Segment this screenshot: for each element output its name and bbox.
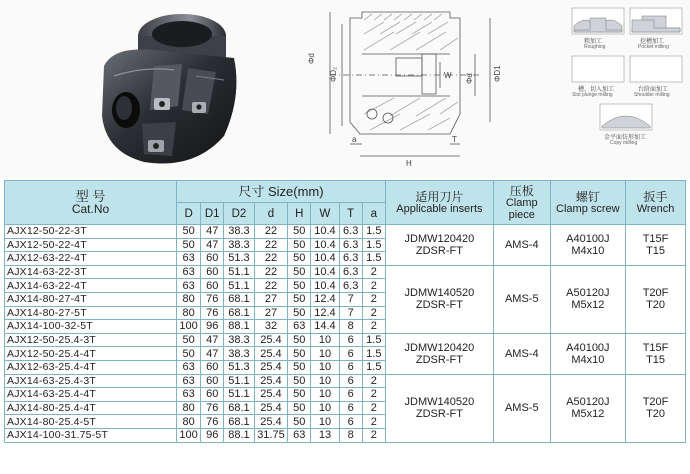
cell-D2: 88.1 <box>224 428 254 442</box>
cell-wrench-line2: T15 <box>646 244 666 257</box>
cell-d: 25.4 <box>254 388 288 402</box>
method-pocket-cn: 挖槽加工 <box>640 39 665 45</box>
cross-section-drawing <box>300 4 550 172</box>
method-roughing-cn: 粗加工 <box>584 39 603 45</box>
cell-D1: 76 <box>201 415 224 429</box>
cell-D: 80 <box>177 306 201 320</box>
cell-D: 80 <box>177 292 201 306</box>
cell-W: 12.4 <box>311 306 339 320</box>
cell-a: 1.5 <box>362 225 385 239</box>
cell-catno: AJX14-63-22-3T <box>5 265 177 279</box>
cell-H: 50 <box>288 333 311 347</box>
label-phi-d-small: Φd <box>465 73 474 84</box>
cell-catno: AJX14-80-27-5T <box>5 306 177 320</box>
cell-wrench-line1: T15F <box>642 341 669 354</box>
cell-D2: 88.1 <box>224 320 254 334</box>
cell-wrench <box>626 225 686 266</box>
method-roughing-en: Roughing <box>584 44 606 50</box>
cell-T: 6.3 <box>339 265 362 279</box>
cell-H: 50 <box>288 415 311 429</box>
cell-H: 63 <box>288 320 311 334</box>
header-wrench-cn: 扳手 <box>643 189 668 204</box>
cell-T: 6 <box>339 360 362 374</box>
cell-T: 6 <box>339 415 362 429</box>
cell-D: 50 <box>177 347 201 361</box>
header-catno <box>5 181 177 225</box>
cell-D: 50 <box>177 238 201 252</box>
cutter-photo <box>84 6 244 172</box>
cell-insert <box>385 225 493 266</box>
label-phi-d2: ΦD₂ <box>329 66 338 82</box>
cell-insert <box>385 265 493 333</box>
cell-d: 25.4 <box>254 415 288 429</box>
cell-clamp-piece-line1: AMS-4 <box>504 347 539 360</box>
cell-a: 2 <box>362 415 385 429</box>
cell-D2: 68.1 <box>224 401 254 415</box>
label-w: W <box>444 71 452 80</box>
cell-D2: 51.1 <box>224 279 254 293</box>
label-h: H <box>406 159 412 168</box>
cell-W: 10.4 <box>311 238 339 252</box>
cell-catno: AJX14-80-25.4-5T <box>5 415 177 429</box>
cell-D2: 51.1 <box>224 265 254 279</box>
cell-clamp-screw <box>550 225 626 266</box>
cell-d: 22 <box>254 279 288 293</box>
cell-D: 63 <box>177 388 201 402</box>
cell-W: 10 <box>311 401 339 415</box>
cell-H: 50 <box>288 360 311 374</box>
header-inserts <box>385 181 493 225</box>
method-shoulder-en: Shoulder milling <box>634 92 670 98</box>
cell-clamp-screw-line1: A40100J <box>566 232 610 245</box>
cell-insert-line2: ZDSR-FT <box>415 353 463 366</box>
cell-d: 25.4 <box>254 333 288 347</box>
cell-D: 50 <box>177 225 201 239</box>
header-col-D: D <box>177 203 201 225</box>
cell-catno: AJX12-50-22-4T <box>5 238 177 252</box>
cell-wrench <box>626 265 686 333</box>
header-col-D2: D2 <box>224 203 254 225</box>
table-row <box>5 333 686 347</box>
cell-W: 10 <box>311 333 339 347</box>
cell-d: 22 <box>254 238 288 252</box>
cell-T: 8 <box>339 428 362 442</box>
label-phi-d1: ΦD1 <box>493 65 502 82</box>
cell-catno: AJX14-63-25.4-3T <box>5 374 177 388</box>
cell-D1: 47 <box>201 225 224 239</box>
cell-H: 50 <box>288 306 311 320</box>
cell-D: 63 <box>177 252 201 266</box>
cell-D1: 60 <box>201 252 224 266</box>
cell-T: 6.3 <box>339 238 362 252</box>
cell-D1: 60 <box>201 388 224 402</box>
cell-D: 63 <box>177 374 201 388</box>
cell-a: 2 <box>362 279 385 293</box>
cell-insert-line2: ZDSR-FT <box>415 299 463 312</box>
cell-insert-line2: ZDSR-FT <box>415 244 463 257</box>
cell-H: 50 <box>288 292 311 306</box>
cell-W: 10 <box>311 374 339 388</box>
cell-W: 14.4 <box>311 320 339 334</box>
cell-D2: 68.1 <box>224 306 254 320</box>
header-col-d: d <box>254 203 288 225</box>
table-header-row <box>5 181 686 203</box>
method-copy-en: Copy milling <box>610 140 638 146</box>
cell-catno: AJX12-63-25.4-4T <box>5 360 177 374</box>
header-clamp-piece-en: Clamp piece <box>505 196 538 221</box>
cell-D2: 68.1 <box>224 292 254 306</box>
header-inserts-en: Applicable inserts <box>396 202 483 215</box>
cell-insert-line1: JDMW140520 <box>404 287 475 300</box>
spec-table <box>4 180 686 443</box>
cell-W: 13 <box>311 428 339 442</box>
table-body <box>5 225 686 443</box>
method-slot-en: Slot plunge milling <box>572 92 613 98</box>
cell-W: 10 <box>311 415 339 429</box>
cell-D2: 38.3 <box>224 347 254 361</box>
cell-H: 50 <box>288 252 311 266</box>
cell-T: 6.3 <box>339 225 362 239</box>
cell-D1: 47 <box>201 238 224 252</box>
cell-a: 2 <box>362 428 385 442</box>
cell-D1: 47 <box>201 333 224 347</box>
cell-H: 50 <box>288 238 311 252</box>
cell-W: 10 <box>311 388 339 402</box>
method-pocket-en: Pocket milling <box>638 44 669 50</box>
cell-catno: AJX14-80-27-4T <box>5 292 177 306</box>
cell-wrench-line2: T15 <box>646 353 666 366</box>
cell-a: 2 <box>362 388 385 402</box>
cell-wrench-line2: T20 <box>646 408 666 421</box>
cell-d: 25.4 <box>254 347 288 361</box>
cell-catno: AJX14-63-22-4T <box>5 279 177 293</box>
cell-insert-line1: JDMW120420 <box>404 232 475 245</box>
header-catno-cn: 型 号 <box>75 188 106 204</box>
illustration-area <box>0 0 690 178</box>
header-catno-en: Cat.No <box>71 201 110 216</box>
label-phi-d: Φd <box>307 53 316 64</box>
cell-H: 63 <box>288 428 311 442</box>
cell-insert-line1: JDMW140520 <box>404 396 475 409</box>
cell-D1: 60 <box>201 374 224 388</box>
cell-wrench-line2: T20 <box>646 299 666 312</box>
cell-d: 27 <box>254 306 288 320</box>
cell-insert-line1: JDMW120420 <box>404 341 475 354</box>
cell-a: 2 <box>362 401 385 415</box>
cell-a: 2 <box>362 306 385 320</box>
cell-clamp-screw-line1: A50120J <box>566 396 610 409</box>
label-t: T <box>452 135 457 144</box>
cell-D2: 51.1 <box>224 388 254 402</box>
method-slot-cn: 槽、切入加工 <box>578 87 615 93</box>
cell-W: 10.4 <box>311 252 339 266</box>
cell-D: 50 <box>177 333 201 347</box>
cell-T: 6.3 <box>339 279 362 293</box>
cell-T: 6.3 <box>339 252 362 266</box>
cell-T: 7 <box>339 306 362 320</box>
cell-D: 80 <box>177 415 201 429</box>
cell-D1: 60 <box>201 279 224 293</box>
cell-clamp-screw-line1: A50120J <box>566 287 610 300</box>
cell-wrench <box>626 333 686 374</box>
cell-clamp-piece <box>493 333 550 374</box>
cell-H: 50 <box>288 388 311 402</box>
method-copy-cn: 金平面仿形加工 <box>604 135 647 141</box>
cell-clamp-piece <box>493 225 550 266</box>
cell-clamp-piece-line1: AMS-5 <box>504 402 539 415</box>
cell-clamp-screw-line2: M4x10 <box>571 353 605 366</box>
cell-H: 50 <box>288 374 311 388</box>
cell-T: 6 <box>339 388 362 402</box>
cell-a: 1.5 <box>362 238 385 252</box>
cell-d: 25.4 <box>254 374 288 388</box>
cell-d: 22 <box>254 265 288 279</box>
cell-clamp-piece <box>493 374 550 442</box>
cell-clamp-piece-line1: AMS-4 <box>504 238 539 251</box>
cell-catno: AJX12-50-25.4-4T <box>5 347 177 361</box>
cell-D1: 60 <box>201 360 224 374</box>
header-clamp-screw <box>550 181 626 225</box>
header-col-W: W <box>311 203 339 225</box>
cell-D1: 96 <box>201 428 224 442</box>
header-col-D1: D1 <box>201 203 224 225</box>
milling-methods-panel <box>570 6 686 174</box>
header-clamp-screw-cn: 螺钉 <box>575 189 600 204</box>
cell-clamp-screw-line2: M4x10 <box>571 244 605 257</box>
cell-D1: 96 <box>201 320 224 334</box>
cell-D2: 51.3 <box>224 360 254 374</box>
cell-D2: 68.1 <box>224 415 254 429</box>
cell-H: 50 <box>288 401 311 415</box>
cell-clamp-screw-line2: M5x12 <box>571 408 605 421</box>
cell-D: 63 <box>177 360 201 374</box>
cell-clamp-screw-line2: M5x12 <box>571 299 605 312</box>
cell-D1: 76 <box>201 306 224 320</box>
cell-D1: 76 <box>201 292 224 306</box>
header-col-a: a <box>362 203 385 225</box>
cell-catno: AJX12-50-22-3T <box>5 225 177 239</box>
cell-W: 10.4 <box>311 279 339 293</box>
cell-T: 6 <box>339 374 362 388</box>
cell-clamp-piece <box>493 265 550 333</box>
cell-D2: 38.3 <box>224 225 254 239</box>
cell-D2: 51.3 <box>224 252 254 266</box>
cell-insert-line2: ZDSR-FT <box>415 408 463 421</box>
table-row <box>5 225 686 239</box>
cell-d: 27 <box>254 292 288 306</box>
header-clamp-screw-en: Clamp screw <box>556 202 620 215</box>
cell-d: 25.4 <box>254 401 288 415</box>
cell-H: 50 <box>288 225 311 239</box>
cell-catno: AJX14-63-25.4-4T <box>5 388 177 402</box>
cell-a: 2 <box>362 265 385 279</box>
cell-D1: 47 <box>201 347 224 361</box>
cell-H: 50 <box>288 265 311 279</box>
label-a: a <box>352 135 357 144</box>
cell-wrench-line1: T20F <box>642 287 669 300</box>
cell-a: 1.5 <box>362 360 385 374</box>
header-wrench <box>626 181 686 225</box>
method-shoulder-cn: 台阶面加工 <box>638 87 669 93</box>
cell-d: 25.4 <box>254 360 288 374</box>
cell-insert <box>385 374 493 442</box>
cell-catno: AJX14-80-25.4-4T <box>5 401 177 415</box>
table-row <box>5 265 686 279</box>
cell-d: 32 <box>254 320 288 334</box>
cell-D1: 60 <box>201 265 224 279</box>
cell-a: 1.5 <box>362 252 385 266</box>
cell-a: 2 <box>362 374 385 388</box>
cell-a: 2 <box>362 292 385 306</box>
header-inserts-cn: 适用刀片 <box>415 189 464 204</box>
cell-D2: 51.1 <box>224 374 254 388</box>
cell-W: 10 <box>311 347 339 361</box>
cell-clamp-screw <box>550 374 626 442</box>
table-row <box>5 374 686 388</box>
cell-insert <box>385 333 493 374</box>
cell-clamp-screw-line1: A40100J <box>566 341 610 354</box>
cell-H: 50 <box>288 279 311 293</box>
header-col-T: T <box>339 203 362 225</box>
cell-W: 12.4 <box>311 292 339 306</box>
header-clamp-piece-cn: 压板 <box>509 183 534 198</box>
cell-D: 80 <box>177 401 201 415</box>
cell-T: 6 <box>339 401 362 415</box>
cell-W: 10.4 <box>311 265 339 279</box>
header-col-H: H <box>288 203 311 225</box>
cell-a: 1.5 <box>362 333 385 347</box>
cell-W: 10.4 <box>311 225 339 239</box>
cell-clamp-screw <box>550 333 626 374</box>
cell-catno: AJX12-63-22-4T <box>5 252 177 266</box>
cell-clamp-piece-line1: AMS-5 <box>504 293 539 306</box>
cell-T: 6 <box>339 333 362 347</box>
cell-d: 22 <box>254 252 288 266</box>
cell-H: 50 <box>288 347 311 361</box>
cell-wrench-line1: T20F <box>642 396 669 409</box>
cell-wrench-line1: T15F <box>642 232 669 245</box>
cell-D: 100 <box>177 320 201 334</box>
cell-catno: AJX14-100-31.75-5T <box>5 428 177 442</box>
cell-wrench <box>626 374 686 442</box>
cell-clamp-screw <box>550 265 626 333</box>
cell-a: 2 <box>362 320 385 334</box>
cell-T: 6 <box>339 347 362 361</box>
cell-a: 1.5 <box>362 347 385 361</box>
cell-T: 8 <box>339 320 362 334</box>
cell-D1: 76 <box>201 401 224 415</box>
cell-T: 7 <box>339 292 362 306</box>
cell-D2: 38.3 <box>224 238 254 252</box>
header-size: 尺寸 Size(mm) <box>177 181 386 203</box>
header-wrench-en: Wrench <box>636 202 675 215</box>
cell-D: 63 <box>177 265 201 279</box>
cell-D2: 38.3 <box>224 333 254 347</box>
cell-catno: AJX12-50-25.4-3T <box>5 333 177 347</box>
header-clamp-piece <box>493 181 550 225</box>
cell-d: 31.75 <box>254 428 288 442</box>
cell-D: 63 <box>177 279 201 293</box>
cell-catno: AJX14-100-32-5T <box>5 320 177 334</box>
cell-D: 100 <box>177 428 201 442</box>
cell-d: 22 <box>254 225 288 239</box>
cell-W: 10 <box>311 360 339 374</box>
